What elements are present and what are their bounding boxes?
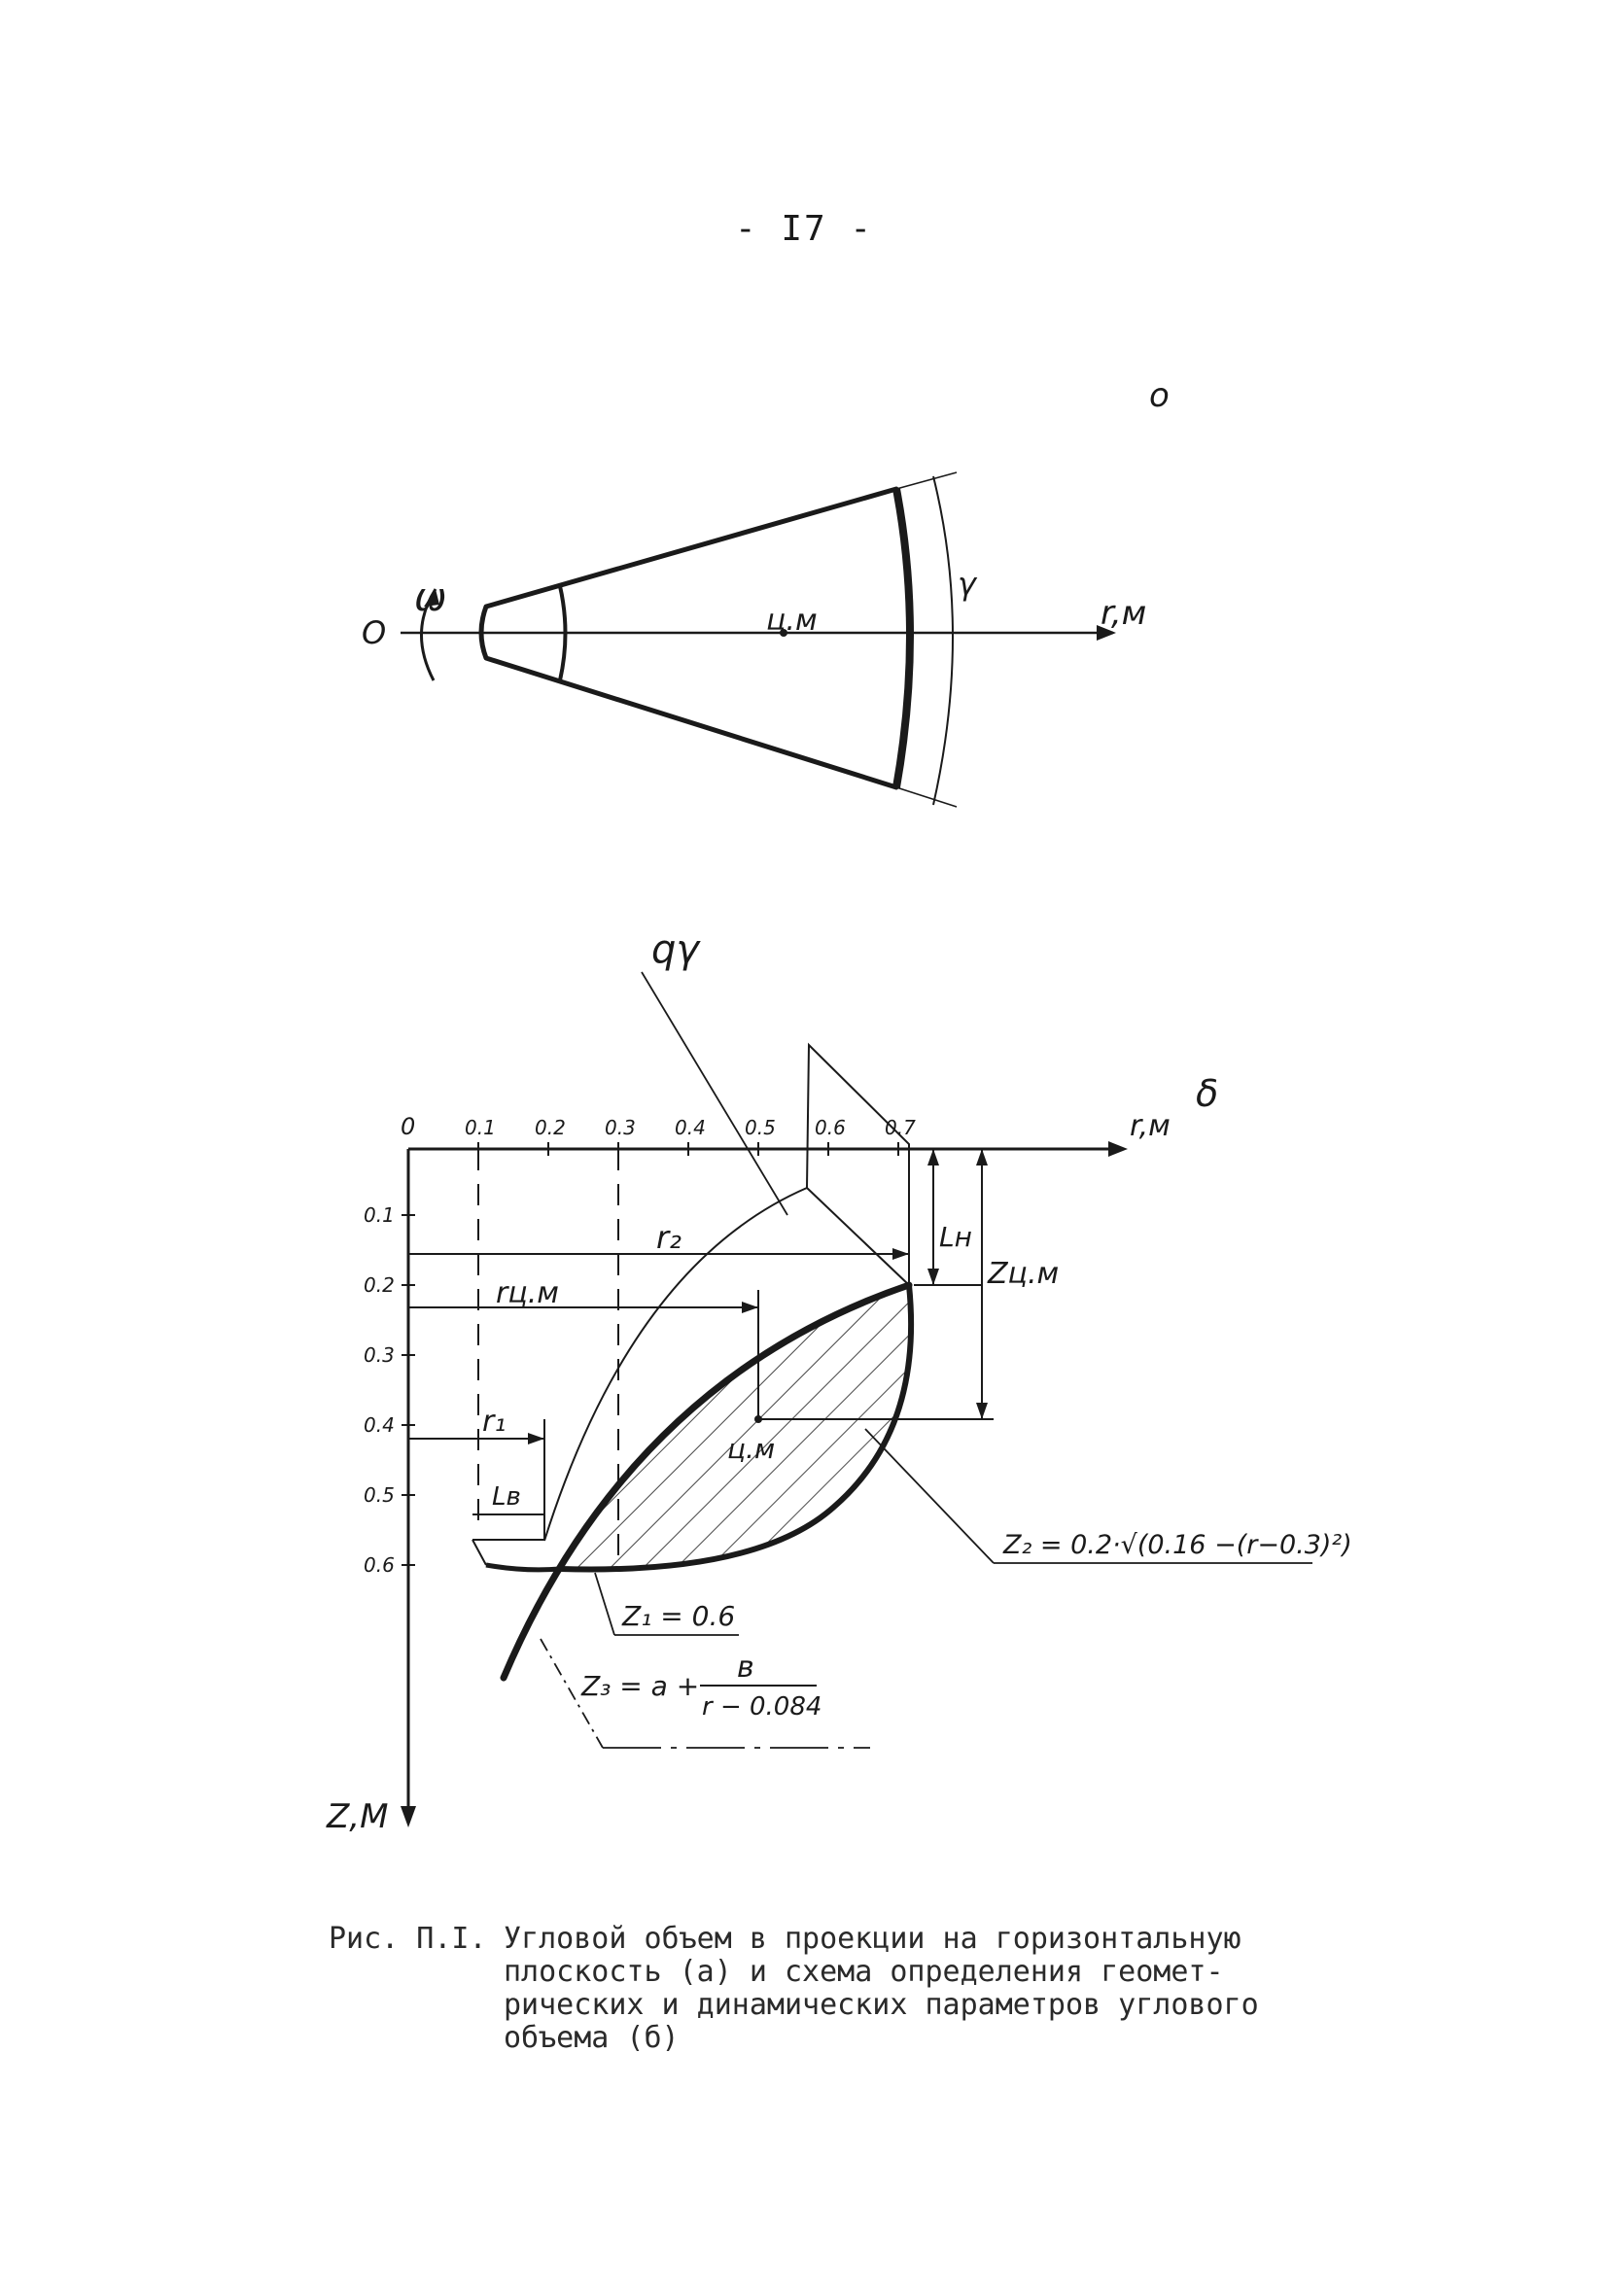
width-arc <box>933 476 953 805</box>
origin-label-b: 0 <box>401 1113 416 1140</box>
dim-zcm-arrow-bottom-icon <box>976 1403 988 1419</box>
load-label: qγ <box>651 927 700 972</box>
equation-z1: Z₁ = 0.6 <box>622 1600 736 1632</box>
z2-leader <box>865 1429 994 1563</box>
r-tick-label: 0.7 <box>885 1116 916 1139</box>
r-tick-label: 0.6 <box>815 1116 846 1139</box>
z-tick-label: 0.6 <box>364 1553 395 1577</box>
caption-prefix: Рис. П.I. <box>329 1922 487 1956</box>
page-number: - I7 - <box>734 209 874 249</box>
figure-a <box>362 376 1170 807</box>
dim-ln-arrow-bottom-icon <box>927 1269 939 1285</box>
r-axis-label: r,м <box>1130 1109 1171 1143</box>
cm-label: ц.м <box>727 1433 776 1465</box>
dim-ln-arrow-top-icon <box>927 1149 939 1165</box>
z-cm-label: Zц.м <box>988 1257 1060 1291</box>
figure-a-panel-label: о <box>1149 376 1170 415</box>
caption-text: Угловой объем в проекции на горизонтальную плоскость (а) и схема определения геомет- рических и динамических параметров углового объема (б) <box>504 1922 1259 2055</box>
r-cm-label: rц.м <box>496 1276 559 1310</box>
r-tick-label: 0.2 <box>535 1116 566 1139</box>
sector-outline <box>481 489 910 787</box>
origin-label-a: О <box>362 614 387 651</box>
curve-z1 <box>486 1565 560 1570</box>
z-axis-arrow-icon <box>401 1806 416 1827</box>
width-label: γ <box>958 566 976 603</box>
dim-rcm-arrow-icon <box>742 1302 758 1313</box>
hatched-area <box>544 1264 933 1594</box>
r2-label: r₂ <box>656 1219 682 1256</box>
radial-axis-a-label: r,м <box>1101 594 1147 633</box>
figure-b <box>326 927 1352 1836</box>
z-tick-label: 0.3 <box>364 1343 395 1367</box>
z1-leader <box>595 1573 614 1635</box>
load-diagram-diagonal <box>807 1188 909 1285</box>
equation-z3-lhs: Z₃ = a + <box>581 1670 700 1702</box>
outer-rim <box>896 489 910 787</box>
z-tick-label: 0.5 <box>364 1483 395 1507</box>
dim-zcm-arrow-top-icon <box>976 1149 988 1165</box>
width-extension-top <box>896 472 957 489</box>
bottom-left-tick <box>472 1540 486 1565</box>
r-tick-label: 0.1 <box>465 1116 496 1139</box>
omega-label: ω <box>414 575 447 620</box>
z-tick-label: 0.4 <box>364 1413 395 1437</box>
dim-r1-arrow-icon <box>528 1433 544 1444</box>
z-tick-label: 0.2 <box>364 1273 395 1297</box>
lv-label: Lв <box>492 1482 521 1512</box>
z-tick-label: 0.1 <box>364 1203 395 1227</box>
r-tick-label: 0.4 <box>675 1116 706 1139</box>
equation-z3-denominator: r − 0.084 <box>702 1692 822 1722</box>
equation-z3-numerator: в <box>737 1651 754 1685</box>
r-tick-label: 0.3 <box>605 1116 636 1139</box>
z-axis-label: Z,М <box>327 1797 389 1836</box>
load-leader <box>642 972 787 1215</box>
dim-r2-arrow-icon <box>892 1248 909 1260</box>
center-mass-label-a: ц.м <box>766 604 818 638</box>
r-axis-arrow-icon <box>1108 1141 1128 1157</box>
figure-b-panel-label: δ <box>1196 1072 1219 1115</box>
width-extension-bottom <box>896 787 957 807</box>
r-tick-label: 0.5 <box>745 1116 776 1139</box>
equation-z2: Z₂ = 0.2·√(0.16 −(r−0.3)²) <box>1003 1530 1352 1560</box>
ln-label: Lн <box>939 1221 972 1253</box>
r1-label: r₁ <box>482 1405 507 1439</box>
